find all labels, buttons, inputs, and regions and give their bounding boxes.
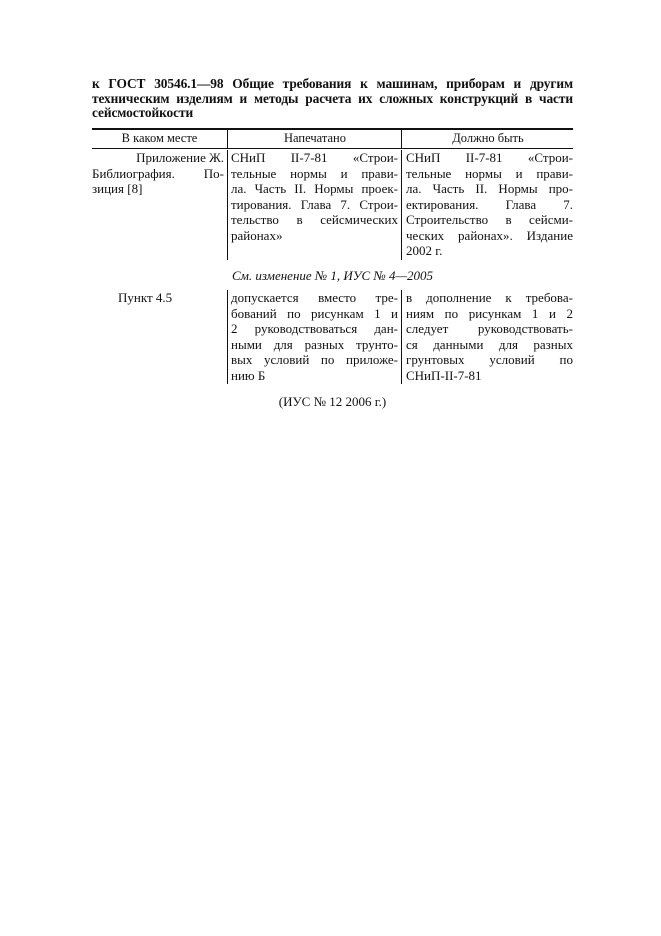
cell-line: ектирования. Глава 7. [406,196,573,212]
header-should-be: Должно быть [401,130,574,148]
cell-line: тельные нормы и прави- [406,165,573,181]
cell-line: ла. Часть II. Нормы про- [406,181,573,196]
cell-line: в дополнение к требова- [406,290,573,305]
table-header [92,128,573,149]
cell-line: нию Б [231,367,266,383]
table-row [92,290,573,384]
cell-line: тельство в сейсмических [231,212,398,227]
header-location: В каком месте [121,131,198,145]
amendment-title [92,77,573,121]
table-row [92,150,573,260]
cell-line: СНиП II-7-81 «Строи- [406,150,573,165]
cell-line: ниям по рисункам 1 и 2 [406,305,573,321]
cell-should-be [401,290,573,384]
change-note: См. изменение № 1, ИУС № 4—2005 [231,268,434,283]
cell-line: Строительство в сейсми- [406,212,573,227]
cell-printed [227,150,401,260]
cell-line: следует руководствовать- [406,321,573,336]
cell-line: бований по рисункам 1 и [231,305,398,321]
ius-reference: (ИУС № 12 2006 г.) [278,394,387,409]
cell-line: ла. Часть II. Нормы проек- [231,181,398,196]
header-printed: Напечатано [227,130,402,148]
cell-line: ся данными для разных [406,336,573,352]
cell-line: допускается вместо тре- [231,290,398,305]
cell-line: районах» [231,227,283,243]
cell-line: грунтовых условий по [406,352,573,367]
cell-line: 2002 г. [406,243,443,258]
cell-line: зиция [8] [92,181,143,196]
cell-line: Пункт 4.5 [118,290,173,305]
cell-line: СНиП II-7-81 «Строи- [231,150,398,165]
cell-line: 2 руководствоваться дан- [231,321,398,336]
cell-should-be [401,150,573,260]
cell-line: ными для разных трунто- [231,336,398,352]
cell-line: тирования. Глава 7. Строи- [231,196,398,212]
title-line: техническим изделиям и методы расчета их сложных конструкций в части [92,90,573,106]
cell-line: тельные нормы и прави- [231,165,398,181]
cell-line: ческих районах». Издание [406,227,573,243]
title-line: сейсмостойкости [92,105,194,120]
cell-line: Библиография. По- [92,165,224,181]
cell-line: вых условий по приложе- [231,352,398,367]
cell-location [92,290,227,384]
cell-line: СНиП-II-7-81 [406,367,482,383]
cell-location [92,150,227,260]
title-line: к ГОСТ 30546.1—98 Общие требования к машинам, приборам и другим [92,76,573,91]
cell-line: Приложение Ж. [136,150,224,165]
cell-printed [227,290,401,384]
